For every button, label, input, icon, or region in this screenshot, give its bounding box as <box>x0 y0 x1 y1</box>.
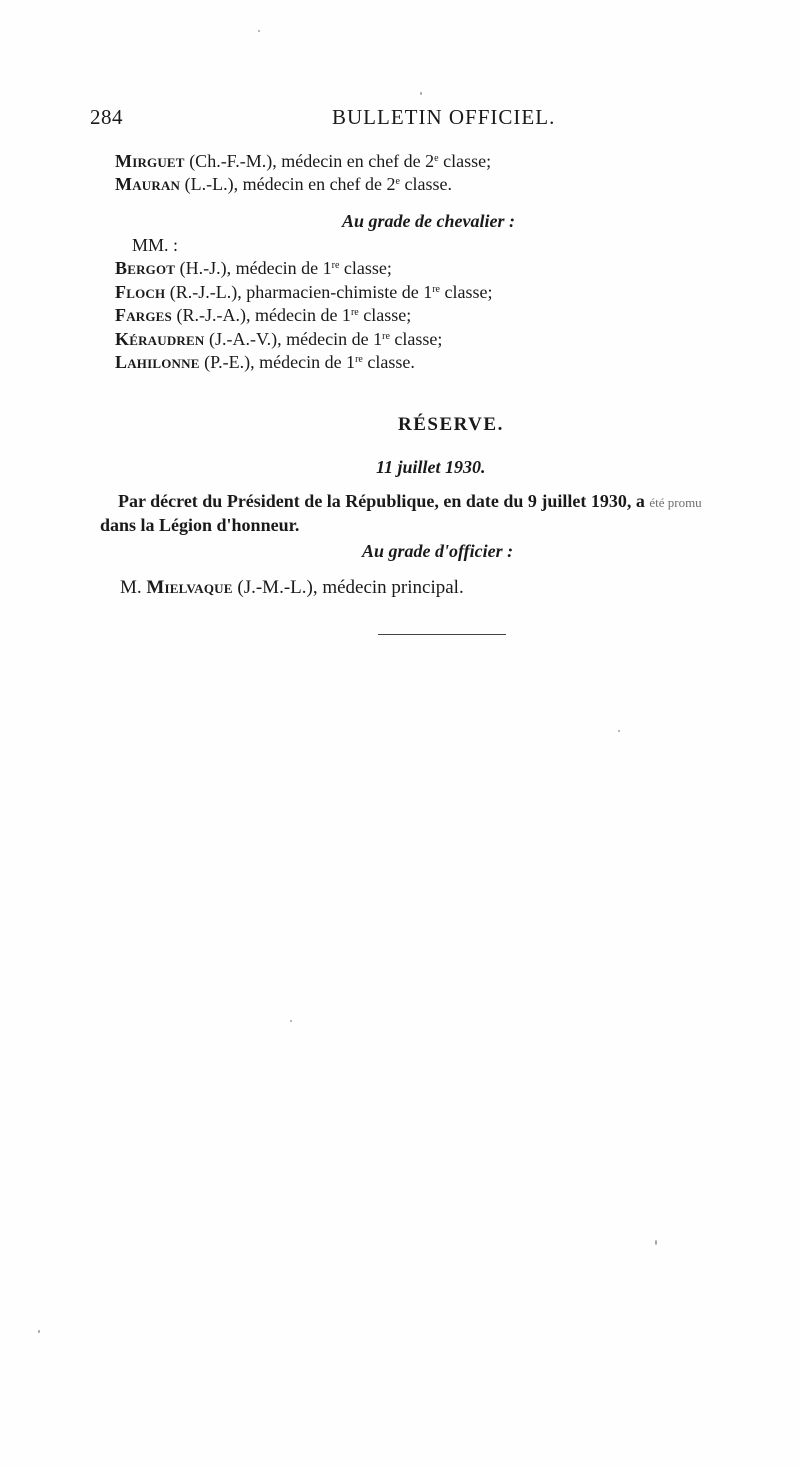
decree-text: Par décret du Président de la République, en date du 9 juillet 1930, a <box>118 491 645 511</box>
scan-speckle <box>618 730 620 732</box>
section-divider <box>378 634 506 635</box>
entry-text: (R.-J.-L.), pharmacien-chimiste de 1 <box>165 282 433 302</box>
scan-speckle <box>420 92 422 95</box>
scan-speckle <box>290 1020 292 1022</box>
scan-speckle <box>655 1240 657 1245</box>
ordinal-sup: re <box>382 331 390 342</box>
entry-tail: classe; <box>339 258 392 278</box>
list-item <box>115 259 392 277</box>
entry-tail: classe; <box>358 305 412 325</box>
entry-text: (L.-L.), médecin en chef de 2 <box>180 174 396 194</box>
entry-tail: classe; <box>389 329 443 349</box>
page-number: 284 <box>90 105 123 129</box>
ordinal-sup: re <box>350 307 359 318</box>
page-header <box>90 105 560 135</box>
decree-faded-text: été promu <box>649 495 702 510</box>
entry-tail: classe; <box>439 282 493 302</box>
list-item <box>115 175 452 193</box>
section-date: 11 juillet 1930. <box>376 457 486 477</box>
decree-line-2: dans la Légion d'honneur. <box>100 515 300 535</box>
person-name: Mielvaque <box>146 577 233 598</box>
person-name: Farges <box>115 305 172 325</box>
person-name: Mauran <box>115 174 181 194</box>
list-item <box>120 578 464 597</box>
entry-text: (H.-J.), médecin de 1 <box>175 258 332 278</box>
list-item <box>115 330 442 348</box>
person-name: Bergot <box>115 258 176 278</box>
entry-text: (J.-M.-L.), médecin principal. <box>232 577 464 598</box>
ordinal-sup: e <box>395 176 400 187</box>
entry-text: (R.-J.-A.), médecin de 1 <box>171 305 351 325</box>
section-title: RÉSERVE. <box>398 414 504 435</box>
entry-text: (P.-E.), médecin de 1 <box>199 352 356 372</box>
officier-prefix: M. <box>120 577 147 598</box>
scan-speckle <box>38 1330 40 1333</box>
mm-label: MM. : <box>132 235 179 255</box>
list-item <box>115 306 411 324</box>
person-name: Floch <box>115 282 166 302</box>
person-name: Lahilonne <box>115 352 200 372</box>
entry-tail: classe; <box>438 151 492 171</box>
decree-line <box>118 492 702 510</box>
list-item <box>115 283 492 301</box>
ordinal-sup: re <box>355 354 363 365</box>
running-title: BULLETIN OFFICIEL. <box>332 105 556 129</box>
ordinal-sup: e <box>434 153 439 164</box>
grade-heading: Au grade de chevalier : <box>342 211 515 231</box>
ordinal-sup: re <box>432 284 440 295</box>
entry-text: (J.-A.-V.), médecin de 1 <box>204 329 383 349</box>
list-item <box>115 353 415 371</box>
person-name: Kéraudren <box>115 329 205 349</box>
scan-speckle <box>258 30 260 32</box>
list-item <box>115 152 491 170</box>
ordinal-sup: re <box>331 260 340 271</box>
entry-tail: classe. <box>362 352 415 372</box>
grade-heading-officier: Au grade d'officier : <box>362 541 514 561</box>
entry-text: (Ch.-F.-M.), médecin en chef de 2 <box>184 151 435 171</box>
person-name: Mirguet <box>115 151 185 171</box>
entry-tail: classe. <box>400 174 452 194</box>
